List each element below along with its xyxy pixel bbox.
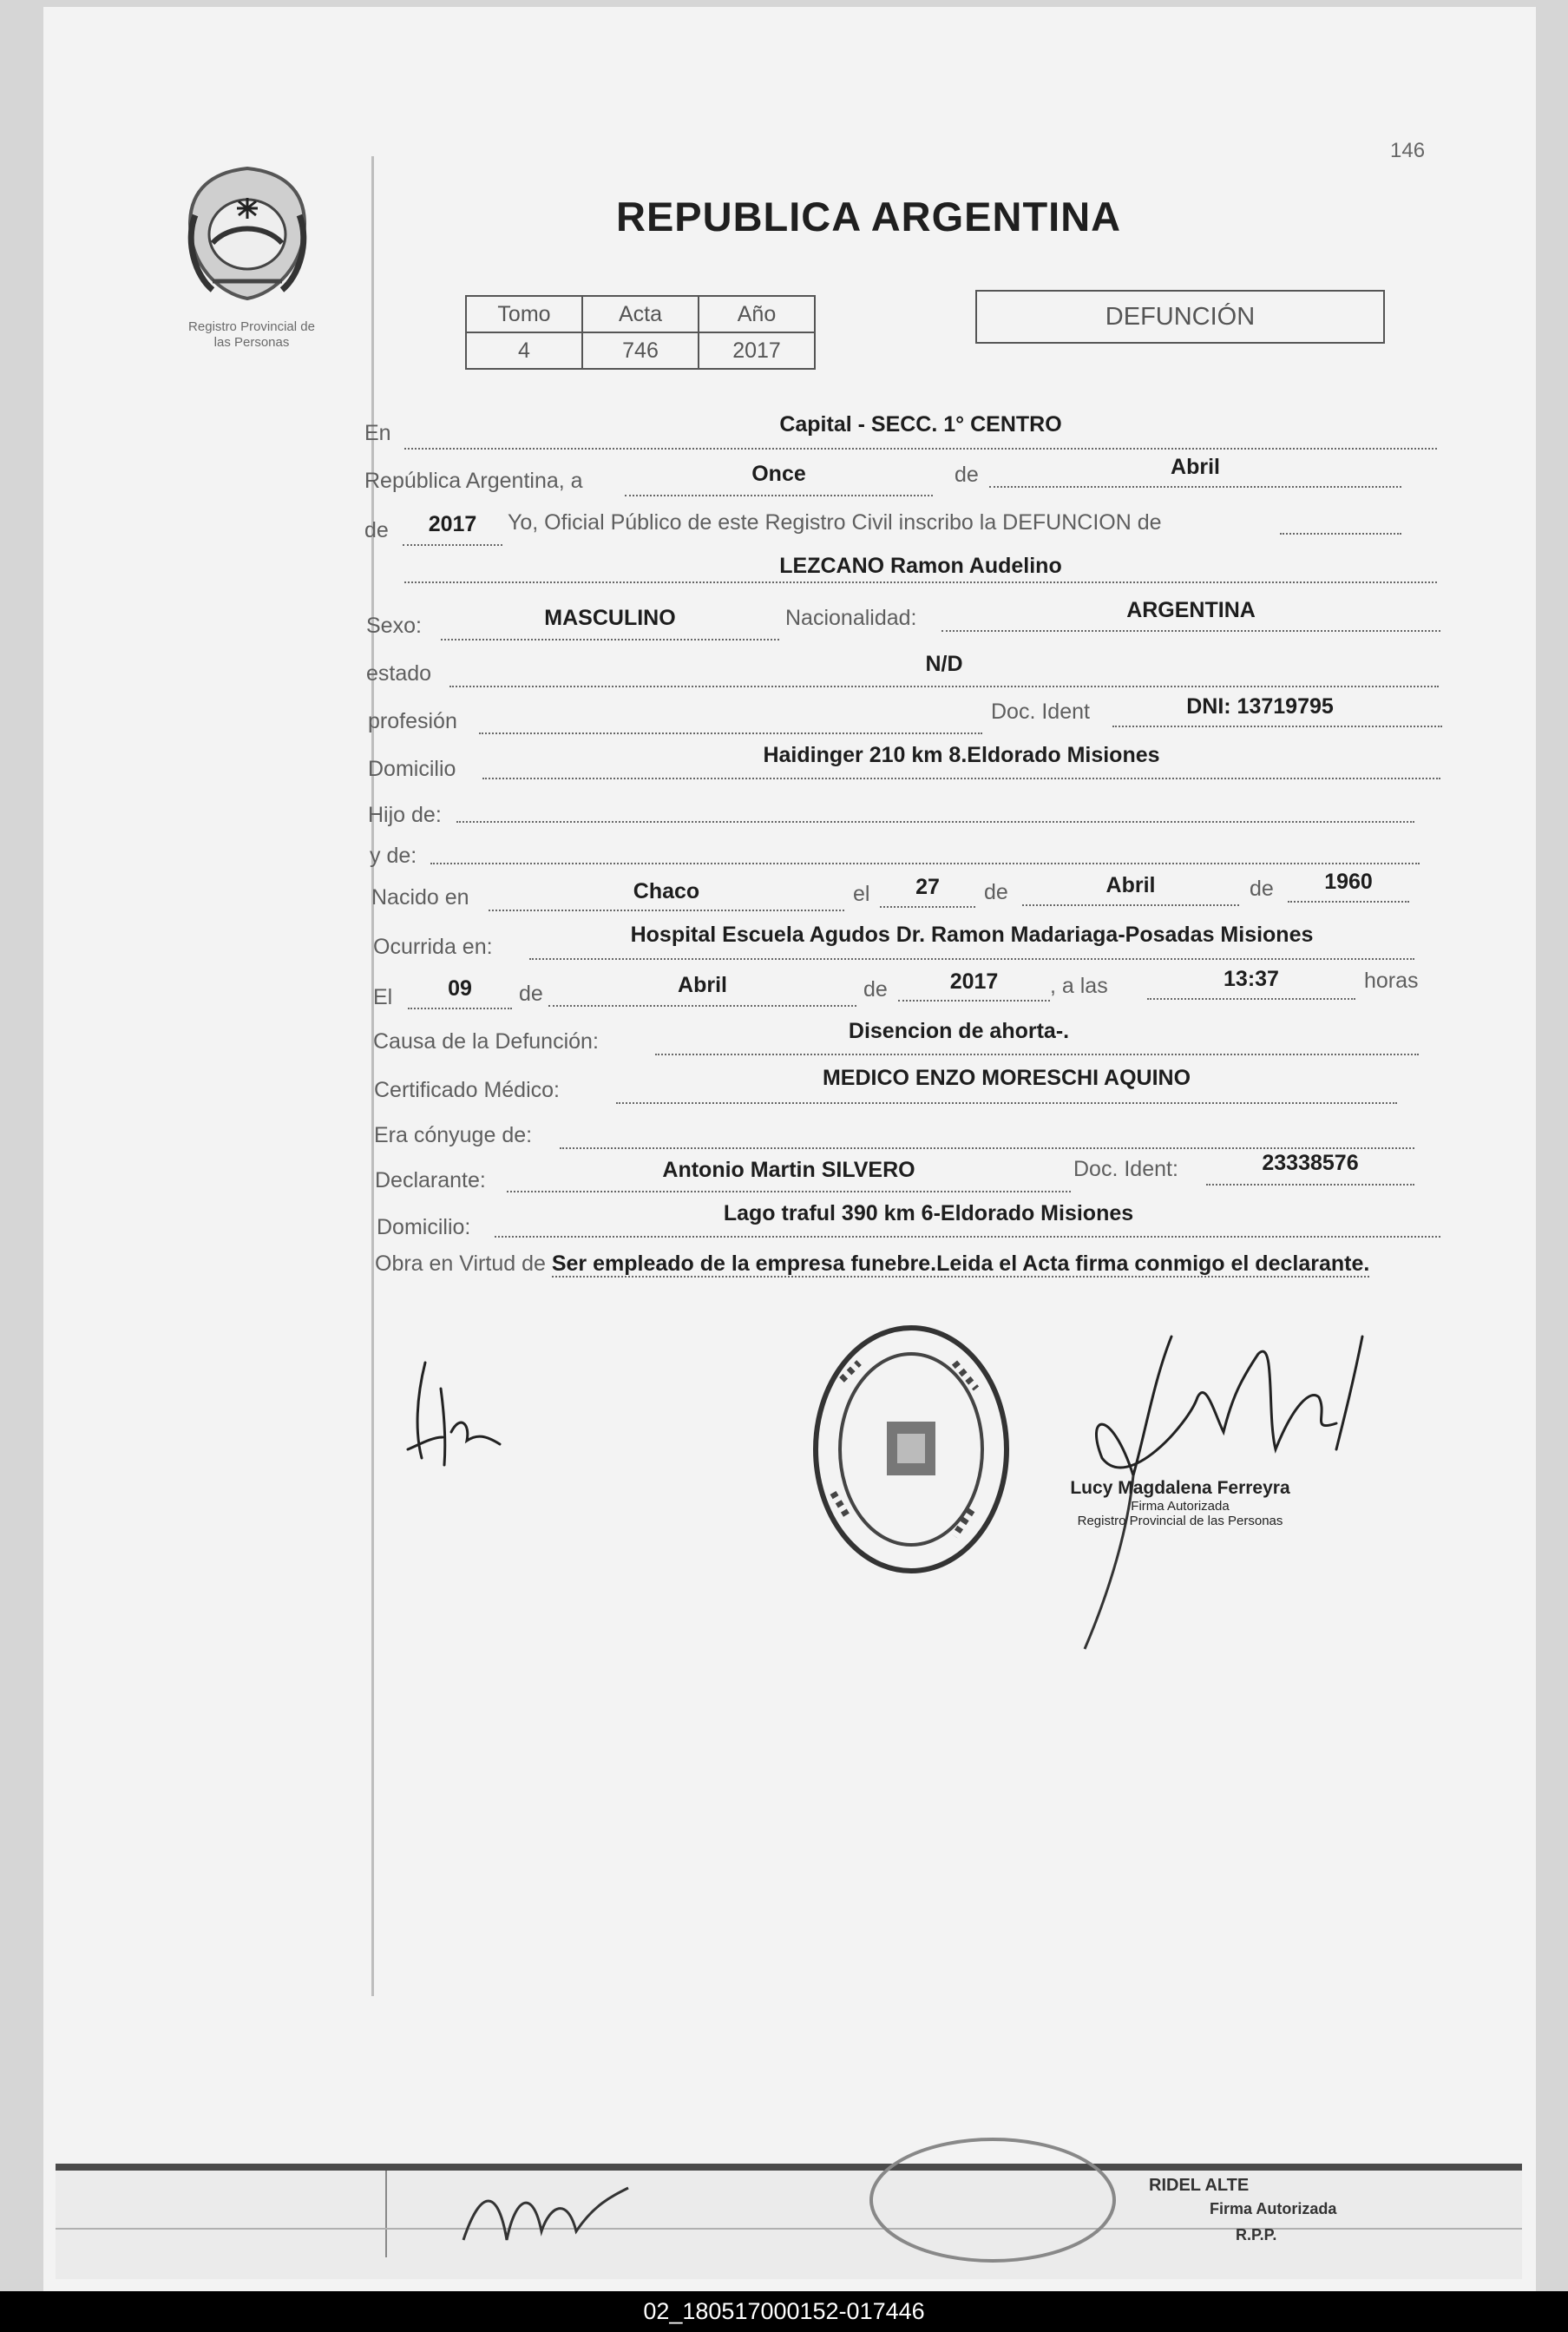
en-line <box>404 448 1437 450</box>
causa-value: Disencion de ahorta-. <box>848 1019 1070 1043</box>
el-label: el <box>853 882 870 906</box>
birth-day: 27 <box>915 875 940 899</box>
authority-role: Firma Autorizada <box>1131 1499 1230 1514</box>
en-label: En <box>364 421 391 445</box>
el2-label: El <box>373 985 393 1009</box>
doc2-label: Doc. Ident: <box>1073 1157 1178 1181</box>
year-line <box>403 544 502 546</box>
strip-name: RIDEL ALTE <box>1149 2176 1250 2195</box>
document-title: REPUBLICA ARGENTINA <box>616 194 1122 240</box>
authority-block <box>1050 1478 1310 1528</box>
strip-rule <box>56 2228 1522 2230</box>
doc2-line <box>1206 1184 1414 1186</box>
death-day-line <box>408 1008 512 1009</box>
nacionalidad-label: Nacionalidad: <box>785 606 917 630</box>
de-label-5: de <box>519 982 543 1006</box>
causa-line <box>655 1054 1419 1055</box>
day-words-value: Once <box>751 462 806 486</box>
domicilio-value: Haidinger 210 km 8.Eldorado Misiones <box>763 743 1160 767</box>
month-line <box>989 486 1401 488</box>
death-time: 13:37 <box>1224 967 1279 991</box>
nacido-value: Chaco <box>633 879 700 903</box>
sexo-label: Sexo: <box>366 614 422 638</box>
doc-line <box>1112 726 1442 727</box>
de-label-1: de <box>955 463 979 487</box>
death-year-line <box>898 1000 1050 1002</box>
year-value: 2017 <box>428 512 477 536</box>
domicilio2-line <box>495 1236 1440 1238</box>
obra-paragraph <box>375 1245 1442 1282</box>
birth-month-line <box>1022 904 1239 906</box>
record-type-box: DEFUNCIÓN <box>975 290 1385 344</box>
ocurrida-value: Hospital Escuela Agudos Dr. Ramon Madariaga-Posadas Misiones <box>630 923 1314 947</box>
registry-ano-value: 2017 <box>699 332 815 369</box>
estado-line <box>449 686 1439 687</box>
strip-stamp <box>863 2165 1123 2261</box>
ocurrida-line <box>529 958 1414 960</box>
yde-label: y de: <box>370 844 417 868</box>
certificado-line <box>616 1102 1397 1104</box>
sexo-line <box>441 639 779 640</box>
death-time-line <box>1147 998 1355 1000</box>
profesion-label: profesión <box>368 709 457 733</box>
sexo-value: MASCULINO <box>544 606 676 630</box>
declarante-value: Antonio Martin SILVERO <box>662 1158 915 1182</box>
declarant-signature <box>390 1354 529 1484</box>
estado-value: N/D <box>925 652 963 676</box>
conyuge-line <box>560 1147 1414 1149</box>
domicilio2-value: Lago traful 390 km 6-Eldorado Misiones <box>723 1201 1134 1225</box>
de-label-2: de <box>364 518 389 542</box>
authority-org: Registro Provincial de las Personas <box>1077 1514 1283 1528</box>
domicilio-label: Domicilio <box>368 757 456 781</box>
authority-name: Lucy Magdalena Ferreyra <box>1070 1478 1290 1498</box>
death-year: 2017 <box>949 969 999 994</box>
declarante-label: Declarante: <box>375 1168 486 1192</box>
ocurrida-label: Ocurrida en: <box>373 935 493 959</box>
registry-acta-value: 746 <box>582 332 699 369</box>
registry-tomo-value: 4 <box>466 332 582 369</box>
doc-label: Doc. Ident <box>991 700 1090 724</box>
hijo-line <box>456 821 1414 823</box>
certificado-value: MEDICO ENZO MORESCHI AQUINO <box>822 1066 1191 1090</box>
birth-day-line <box>880 906 975 908</box>
registry-org-label: Registro Provincial de las Personas <box>188 319 315 350</box>
registry-header-acta: Acta <box>582 296 699 332</box>
strip-divider <box>385 2171 387 2257</box>
declarante-line <box>507 1191 1071 1192</box>
certificado-label: Certificado Médico: <box>374 1078 560 1102</box>
de-label-6: de <box>863 977 888 1002</box>
doc-value: DNI: 13719795 <box>1186 694 1334 719</box>
registry-header-tomo: Tomo <box>466 296 582 332</box>
registry-header-ano: Año <box>699 296 815 332</box>
en-value: Capital - SECC. 1° CENTRO <box>779 412 1062 437</box>
month-value: Abril <box>1171 455 1220 479</box>
coat-of-arms-logo <box>178 163 317 302</box>
doc2-value: 23338576 <box>1262 1151 1359 1175</box>
declaration-line <box>1280 533 1401 535</box>
causa-label: Causa de la Defunción: <box>373 1029 599 1054</box>
domicilio-line <box>482 778 1440 779</box>
deceased-name-line <box>404 581 1437 583</box>
strip-role: Firma Autorizada <box>1210 2200 1337 2217</box>
hijo-label: Hijo de: <box>368 803 442 827</box>
deceased-name: LEZCANO Ramon Audelino <box>779 554 1062 578</box>
day-words-line <box>625 495 933 496</box>
nacionalidad-line <box>941 630 1440 632</box>
estado-label: estado <box>366 661 432 686</box>
yde-line <box>430 863 1420 864</box>
domicilio2-label: Domicilio: <box>377 1215 471 1239</box>
nacido-line <box>489 910 844 911</box>
profesion-line <box>479 732 982 734</box>
conyuge-label: Era cónyuge de: <box>374 1123 533 1147</box>
birth-year: 1960 <box>1324 870 1373 894</box>
death-day: 09 <box>448 976 472 1001</box>
birth-month: Abril <box>1105 873 1156 897</box>
republica-label: República Argentina, a <box>364 469 583 493</box>
bottom-page-strip <box>56 2164 1522 2279</box>
death-month: Abril <box>678 973 727 997</box>
nacido-label: Nacido en <box>371 885 469 910</box>
death-month-line <box>548 1005 856 1007</box>
horas-label: horas <box>1364 969 1419 993</box>
strip-initials: R.P.P. <box>1236 2226 1277 2243</box>
de-label-4: de <box>1250 877 1274 901</box>
official-stamp <box>807 1319 1015 1580</box>
de-label-3: de <box>984 880 1008 904</box>
birth-year-line <box>1288 901 1409 903</box>
declaration-text: Yo, Oficial Público de este Registro Civil inscribo la DEFUNCION de <box>508 510 1162 535</box>
footer-id: 02_180517000152-017446 <box>0 2291 1568 2332</box>
strip-signature <box>446 2171 646 2266</box>
nacionalidad-value: ARGENTINA <box>1126 598 1256 622</box>
obra-value: Ser empleado de la empresa funebre.Leida el Acta firma conmigo el declarante. <box>551 1251 1370 1276</box>
registry-table <box>465 295 816 370</box>
obra-label: Obra en Virtud de <box>375 1251 546 1276</box>
alas-label: , a las <box>1050 974 1108 998</box>
page-number: 146 <box>1390 139 1426 162</box>
